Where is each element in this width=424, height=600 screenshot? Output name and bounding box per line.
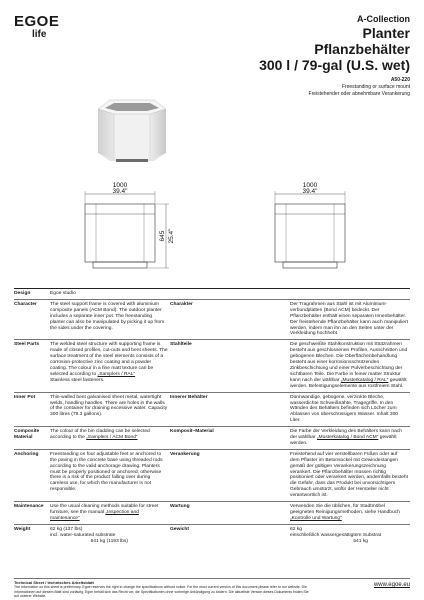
brand-sub: life <box>32 29 47 40</box>
spec-value-en <box>50 427 170 450</box>
spec-value-de <box>290 524 410 546</box>
spec-label: Character <box>14 299 50 339</box>
spec-value-de <box>290 340 410 392</box>
spec-label-de: Komposit–Material <box>170 427 290 450</box>
steel-parts-text-en: The welded steel structure with supporting frame is made of closed profiles, cut-outs and bent sheets. The surface treatment of the steel elements consists of a corrosion-protective zinc coating and a powder coating. The colour in a fine matt texture can be selected according to <box>50 342 168 377</box>
spec-value-en: Thin-walled bent galvanised sheet metal, watertight welds, handling handles. There are holes in the walls of the container for draining excessive water. Capacity 300 litres (79.3 gallons). <box>50 392 170 427</box>
spec-row-inner-pot <box>14 392 410 427</box>
weight-saturated-label-en: incl. water-saturated substrate <box>50 532 116 538</box>
product-code: A50-220 <box>390 77 410 83</box>
front-width-in: 39.4" <box>112 188 128 195</box>
spec-row-steel-parts <box>14 340 410 392</box>
spec-value: Egoe studio <box>50 289 410 300</box>
front-height-in: 25.4" <box>168 228 175 244</box>
spec-table <box>14 288 410 547</box>
steel-parts-text-de-after: gewählt werden. Befestigungselemente aus rostfreiem Stahl. <box>290 377 407 389</box>
brand-logo <box>14 14 59 40</box>
collection-name: A-Collection <box>357 14 410 24</box>
front-width-mm: 1000 <box>112 182 128 189</box>
spec-label-de: Innerer Behälter <box>170 392 290 427</box>
spec-row-maintenance <box>14 502 410 525</box>
inspection-maintenance-link[interactable]: „Inspection and maintenance“ <box>50 510 139 521</box>
spec-value-en <box>50 502 170 525</box>
spec-label: Steel Parts <box>14 340 50 392</box>
product-photo <box>88 95 176 163</box>
product-title-en: Planter <box>362 25 410 41</box>
front-view-drawing <box>85 191 169 268</box>
side-view-drawing <box>275 191 345 268</box>
kontrolle-wartung-link[interactable]: „Kontrolle und Wartung“ <box>290 515 342 521</box>
musterkatalog-ral-link[interactable]: „Musterkatalog / RAL“ <box>340 377 389 383</box>
spec-value-en: Freestanding on four adjustable feet or anchored to the paving in the concrete base using threaded rods according to the valid anchorage drawing. Planters must be properly positioned or anchored, otherwise there is a risk of the product falling over during careless use, for which the manufacturer is not responsible. <box>50 449 170 501</box>
spec-row-composite <box>14 427 410 450</box>
samplers-acm-link[interactable]: „Samplers / ACM Bond“ <box>86 435 138 441</box>
spec-label: Inner Pot <box>14 392 50 427</box>
front-height-mm: 645 <box>159 230 166 242</box>
maintenance-text-en: Use the usual cleaning methods suitable for street furniture, see the manual <box>50 504 159 515</box>
spec-label-de: Wartung <box>170 502 290 525</box>
spec-label: Maintenance <box>14 502 50 525</box>
composite-text-en: The colour of the bin cladding can be selected according to the <box>50 429 150 441</box>
technical-drawings <box>60 182 380 277</box>
footer-title: Technical Sheet / technisches Arbeitsblatt <box>14 580 94 585</box>
website-link[interactable]: www.egoe.eu <box>373 582 410 588</box>
steel-parts-text-en-after: Stainless steel fasteners. <box>50 377 105 383</box>
product-size: 300 l / 79-gal (U.S. wet) <box>259 57 410 73</box>
spec-row-weight <box>14 524 410 546</box>
spec-row-character <box>14 299 410 339</box>
spec-label-de: Gewicht <box>170 524 290 546</box>
samplers-ral-link[interactable]: „Samplers / RAL“ <box>97 371 136 377</box>
mount-en: Freestanding or surface mount <box>341 84 410 90</box>
spec-value-de <box>290 502 410 525</box>
steel-parts-text-de: Die geschweißte Stahlkonstruktion mit Stützrahmen besteht aus geschlossenen Profilen, Ausschnitten und gebogenen Blechen. Die Oberflächenbehandlung besteht aus einer korrosionsschützenden Zinkbeschichtung und einer Pulverbeschichtung der sichtbaren Teile. Die Farbe in feiner matter Struktur kann nach der wählbar <box>290 342 408 383</box>
side-width-mm: 1000 <box>302 182 318 189</box>
weight-saturated-value-en: 541 kg (1193 lbs) <box>90 538 128 544</box>
brand-name: EGOE <box>14 13 60 30</box>
weight-empty-en: 62 kg (137 lbs) <box>50 526 83 532</box>
spec-value-en: The steel support frame is covered with aluminium composite panels (ACM Bond). The outdoor planter includes a separate inner pot. The freestanding planter can also be manipulated by picking it up from the sides under the covering. <box>50 299 170 339</box>
title-block <box>259 14 410 97</box>
spec-value-de: Freistehend auf vier verstellbaren Füßen oder auf dem Pflaster im Betonsockel mit Gewindestangen gemäß der gültigen Verankerungszeichnung verankert. Die Pflanzbehälter müssen richtig positioniert oder verankert werden, andernfalls besteht die Gefahr, dass das Produkt bei unvorsichtigem Gebrauch umstürzt, wofür der Hersteller nicht verantwortlich ist. <box>290 449 410 501</box>
spec-label-de: Charakter <box>170 299 290 339</box>
product-title-de: Pflanzbehälter <box>314 41 410 57</box>
spec-label-de: Verankerung <box>170 449 290 501</box>
spec-label: Design <box>14 289 50 300</box>
side-width-in: 39.4" <box>302 188 318 195</box>
composite-text-de-after: gewählt werden. <box>290 435 397 446</box>
spec-label: Anchoring <box>14 449 50 501</box>
spec-row-anchoring <box>14 449 410 501</box>
composite-text-de: Die Farbe der Verkleidung des Behälters kann nach der wählbar <box>290 429 403 441</box>
spec-value-de: Dünnwandige, gebogene, verzinkte Bleche, wasserdichte Schweißnähte, Tragegriffe. In den Wänden des Behälters befinden sich Löcher zum Ablassen von überschüssigem Wasser. Inhalt 300 Liter. <box>290 392 410 427</box>
weight-saturated-value-de: 541 kg <box>353 538 368 544</box>
spec-value-en <box>50 340 170 392</box>
spec-value-de: Der Tragrahmen aus Stahl ist mit Aluminium-verbundplatten (Bond ACM) bedeckt. Der Pflanzbehälter enthält einen separaten Innenbehälter. Der freistehende Pflanzbehälter kann auch manipuliert werden, indem man ihn an den Seiten unter der Verkleidung hochhebt. <box>290 299 410 339</box>
maintenance-text-de: Verwenden Sie die üblichen, für Stadtmöbel geeigneten Reinigungsmethoden, siehe Handbuch <box>290 504 400 515</box>
spec-label: Weight <box>14 524 50 546</box>
musterkatalog-acm-link[interactable]: „Musterkatalog / Bond ACM“ <box>316 435 379 441</box>
spec-label-de: Stahlteile <box>170 340 290 392</box>
spec-value-de <box>290 427 410 450</box>
footer <box>14 578 410 598</box>
spec-row-design <box>14 289 410 300</box>
weight-saturated-label-de: einschließlich wassergesättigtem Substrat <box>290 532 382 538</box>
spec-value-en <box>50 524 170 546</box>
spec-label: Composite Material <box>14 427 50 450</box>
footer-disclaimer: The information on this sheet is preliminary. Egoe reserves the right to change the specifications without notice. For the most current version of this document please refer to our website. Die Informationen auf diesem Blatt sind vorläufig. Egoe behält sich das Recht vor, die Spezifikationen ohne vorherige Ankündigung zu ändern. Die aktuellste Version dieses Dokuments finden Sie auf unserer Website. <box>14 585 309 598</box>
mount-de: Freistehender oder abnehmbare Verankerung <box>308 90 410 97</box>
weight-empty-de: 62 kg <box>290 526 302 532</box>
